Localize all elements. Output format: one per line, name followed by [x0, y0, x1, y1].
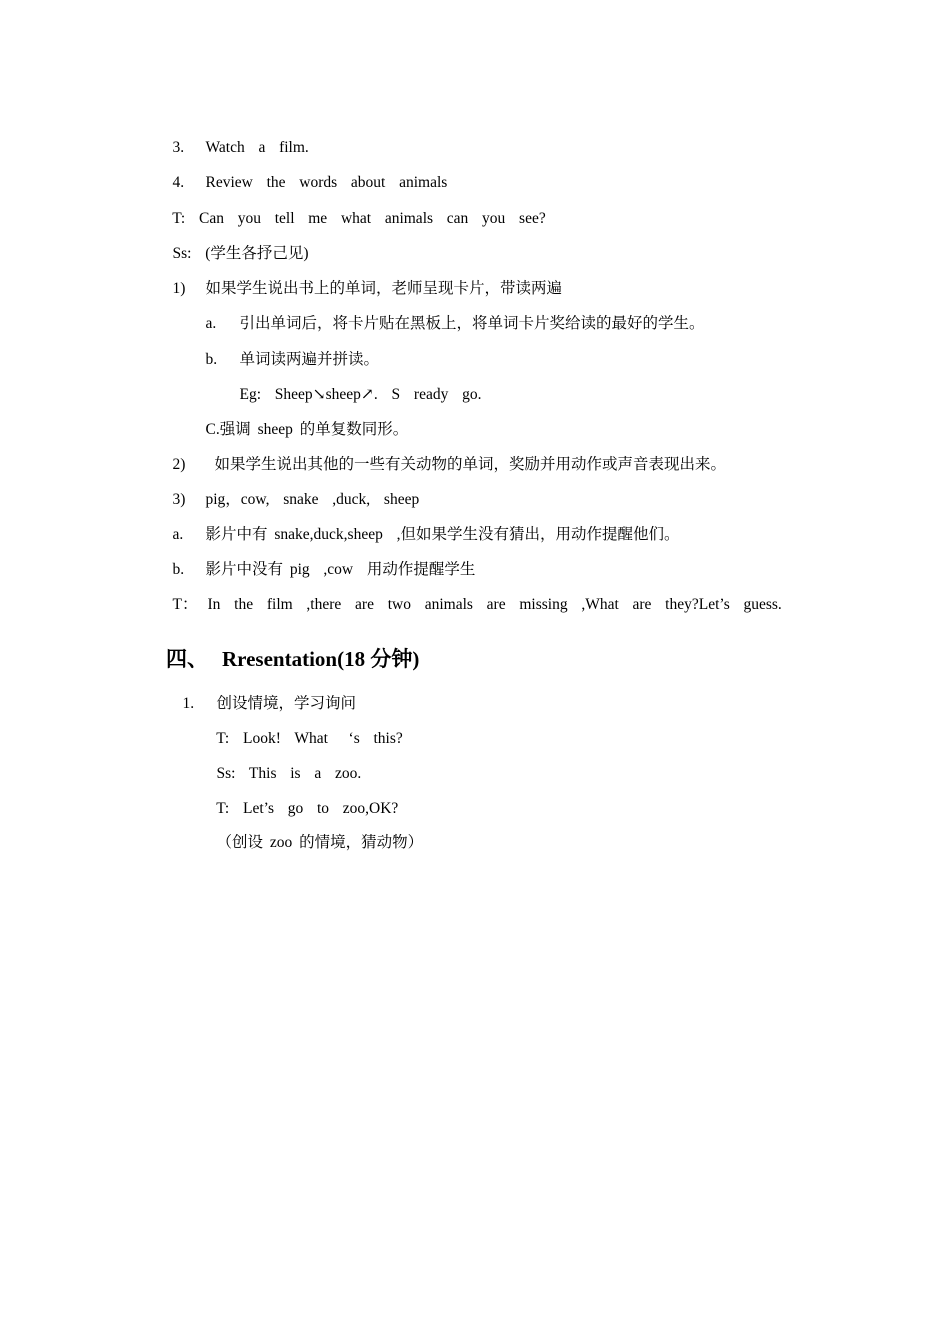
- item-text: （创设 zoo 的情境，猜动物）: [216, 834, 424, 851]
- item-text: 创设情境，学习询问: [216, 695, 357, 712]
- item-text: Ss: (学生各抒己见): [172, 245, 309, 262]
- item-text: T: Can you tell me what animals can you see?: [172, 210, 546, 227]
- item-text: 如果学生说出其他的一些有关动物的单词，奖励并用动作或声音表现出来。: [214, 456, 727, 473]
- item-number: T：: [172, 596, 198, 613]
- item-text: In the film ,there are two animals are missing ,What are they?Let’s guess.: [207, 596, 782, 613]
- item-text: Watch a film.: [205, 139, 309, 156]
- item-text: Review the words about animals: [205, 174, 448, 191]
- item-number: 1): [172, 280, 186, 297]
- item-text: Eg: Sheep↘sheep↗. S ready go.: [239, 386, 482, 403]
- item-text: 如果学生说出书上的单词，老师呈现卡片，带读两遍: [205, 280, 563, 297]
- item-number: a.: [205, 315, 217, 332]
- item-number: 3): [172, 491, 186, 508]
- item-number: b.: [172, 561, 185, 578]
- heading-number: 四、: [166, 647, 208, 671]
- item-text: 引出单词后，将卡片贴在黑板上，将单词卡片奖给读的最好的学生。: [239, 315, 705, 332]
- item-text: 影片中有 snake,duck,sheep ,但如果学生没有猜出，用动作提醒他们。: [205, 526, 680, 543]
- note-line: [189, 813, 423, 873]
- item-number: b.: [205, 351, 218, 368]
- item-number: a.: [172, 526, 184, 543]
- item-text: pig，cow, snake ,duck, sheep: [205, 491, 420, 508]
- heading-text: Rresentation(18 分钟): [222, 647, 420, 671]
- item-number: 1.: [182, 695, 195, 712]
- item-number: 4.: [172, 174, 185, 191]
- item-text: T: Look! What ‘s this?: [216, 730, 403, 747]
- item-number: 3.: [172, 139, 185, 156]
- item-text: T: Let’s go to zoo,OK?: [216, 800, 399, 817]
- item-text: C.强调 sheep 的单复数同形。: [205, 421, 409, 438]
- item-text: 单词读两遍并拼读。: [239, 351, 380, 368]
- item-text: Ss: This is a zoo.: [216, 765, 362, 782]
- item-text: 影片中没有 pig ,cow 用动作提醒学生: [205, 561, 476, 578]
- item-number: 2): [172, 456, 186, 473]
